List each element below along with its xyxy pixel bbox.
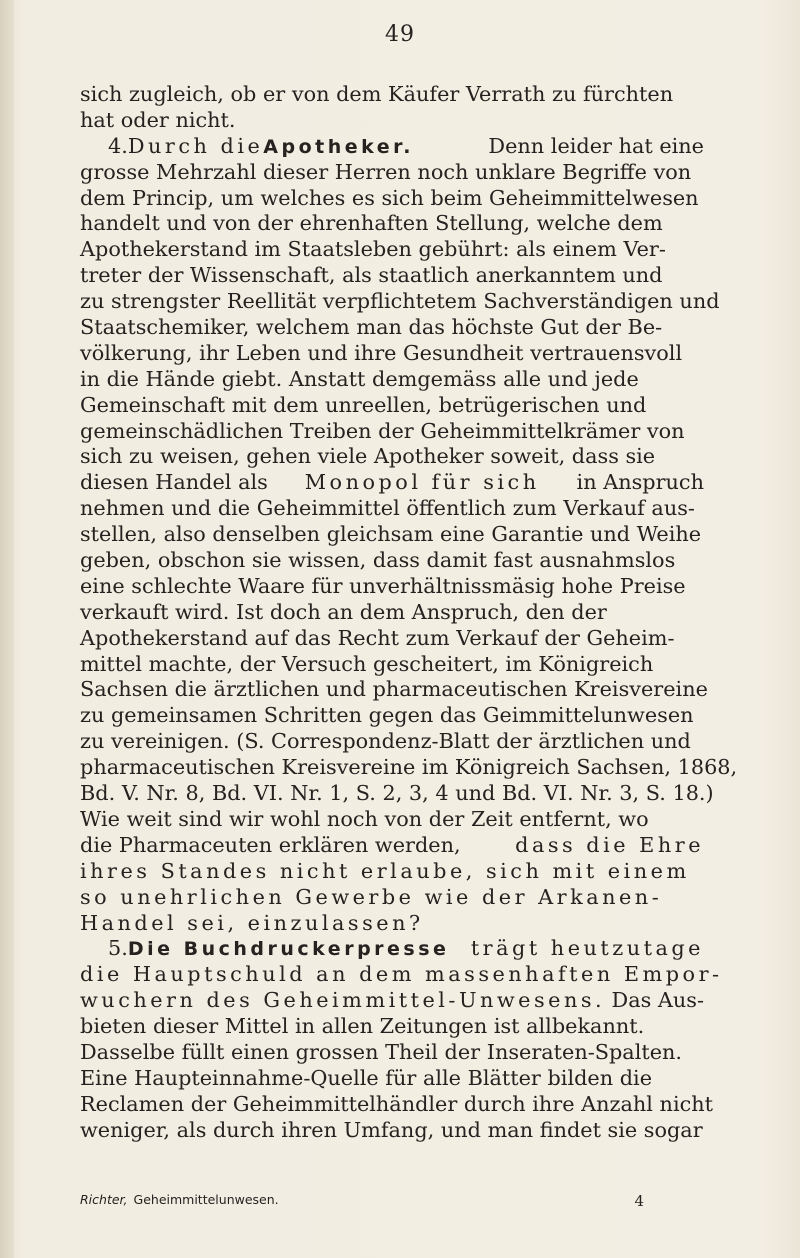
text-line: Staatschemiker, welchem man das höchste Gut der Be- — [80, 315, 663, 340]
section-heading-line: 4.Durch dieApotheker. Denn leider hat eine — [80, 134, 704, 160]
emphasis-text: ihres Standes nicht erlaube, sich mit einem — [80, 858, 690, 883]
emphasis-text: so unehrlichen Gewerbe wie der Arkanen- — [80, 884, 663, 909]
text-line: sich zugleich, ob er von dem Käufer Verrath zu fürchten — [80, 82, 674, 106]
section-keyword: Apotheker. — [263, 135, 415, 158]
text-line: wuchern des Geheimmittel-Unwesens. Das Aus- — [80, 988, 704, 1013]
text-line: in die Hände giebt. Anstatt demgemäss alle und jede — [80, 366, 639, 391]
body-text — [80, 82, 738, 1144]
text-line: die Pharmaceuten erklären werden, dass die Ehre — [80, 832, 704, 857]
text-line: völkerung, ihr Leben und ihre Gesundheit vertrauensvoll — [80, 340, 683, 365]
binding-edge — [0, 0, 14, 1258]
text-line: zu strengster Reellität verpflichtetem Sachverständigen und — [80, 289, 720, 314]
section-heading-line: 5.Die Buchdruckerpresse trägt heutzutage — [80, 936, 704, 962]
footer-title: Geheimmittelunwesen. — [133, 1192, 279, 1207]
text-line — [80, 859, 704, 885]
signature-mark: 4 — [634, 1192, 644, 1210]
text-line: geben, obschon sie wissen, dass damit fast ausnahmslos — [80, 548, 676, 573]
text-line — [80, 911, 704, 937]
text-line: Sachsen die ärztlichen und pharmaceutischen Kreisvereine — [80, 677, 708, 702]
text-line: diesen Handel als Monopol für sich in Anspruch — [80, 470, 704, 495]
text-line: pharmaceutischen Kreisvereine im Königreich Sachsen, 1868, — [80, 755, 738, 780]
text-line — [80, 885, 704, 911]
text-line — [80, 962, 723, 988]
page-footer — [80, 1192, 704, 1210]
emphasis-text: wuchern des Geheimmittel-Unwesens. — [80, 988, 606, 1013]
page-number: 49 — [385, 22, 415, 47]
text-line: Gemeinschaft mit dem unreellen, betrügerischen und — [80, 392, 647, 417]
text-line: treter der Wissenschaft, als staatlich anerkanntem und — [80, 263, 663, 288]
text-line: weniger, als durch ihren Umfang, und man findet sie sogar — [80, 1117, 703, 1142]
emphasis-text: die Hauptschuld an dem massenhaften Empor- — [80, 962, 723, 987]
emphasis-text: Handel sei, einzulassen? — [80, 910, 424, 935]
text-line: sich zu weisen, gehen viele Apotheker soweit, dass sie — [80, 444, 656, 469]
text-line: Bd. V. Nr. 8, Bd. VI. Nr. 1, S. 2, 3, 4 und Bd. VI. Nr. 3, S. 18.) — [80, 781, 714, 806]
text-line: stellen, also denselben gleichsam eine Garantie und Weihe — [80, 522, 702, 547]
text-line: mittel machte, der Versuch gescheitert, im Königreich — [80, 651, 654, 676]
text-line: handelt und von der ehrenhaften Stellung, welche dem — [80, 211, 663, 236]
text-line: zu gemeinsamen Schritten gegen das Geimmittelunwesen — [80, 703, 694, 728]
text-line: Eine Haupteinnahme-Quelle für alle Blätter bilden die — [80, 1065, 652, 1090]
text-line: eine schlechte Waare für unverhältnissmäsig hohe Preise — [80, 573, 686, 598]
text-line: Apothekerstand auf das Recht zum Verkauf der Geheim- — [80, 625, 675, 650]
text-line: gemeinschädlichen Treiben der Geheimmittelkrämer von — [80, 418, 685, 443]
text-line: nehmen und die Geheimmittel öffentlich zum Verkauf aus- — [80, 496, 695, 521]
text-line: Reclamen der Geheimmittelhändler durch ihre Anzahl nicht — [80, 1091, 713, 1116]
text-line: hat oder nicht. — [80, 107, 236, 132]
text-line: Wie weit sind wir wohl noch von der Zeit entfernt, wo — [80, 806, 649, 831]
text-line: zu vereinigen. (S. Correspondenz-Blatt der ärztlichen und — [80, 729, 691, 754]
text-line: verkauft wird. Ist doch an dem Anspruch, den der — [80, 599, 607, 624]
text-line: dem Princip, um welches es sich beim Geheimmittelwesen — [80, 185, 699, 210]
emphasis-text: Monopol für sich — [304, 470, 540, 495]
text-line: Dasselbe füllt einen grossen Theil der Inseraten-Spalten. — [80, 1039, 683, 1064]
footer-author: Richter, — [80, 1192, 128, 1207]
section-keyword: Die Buchdruckerpresse — [127, 938, 450, 961]
emphasis-text: dass die Ehre — [515, 832, 704, 857]
text-line: grosse Mehrzahl dieser Herren noch unklare Begriffe von — [80, 159, 692, 184]
text-line: Apothekerstand im Staatsleben gebührt: als einem Ver- — [80, 237, 666, 262]
text-line: bieten dieser Mittel in allen Zeitungen ist allbekannt. — [80, 1014, 645, 1039]
